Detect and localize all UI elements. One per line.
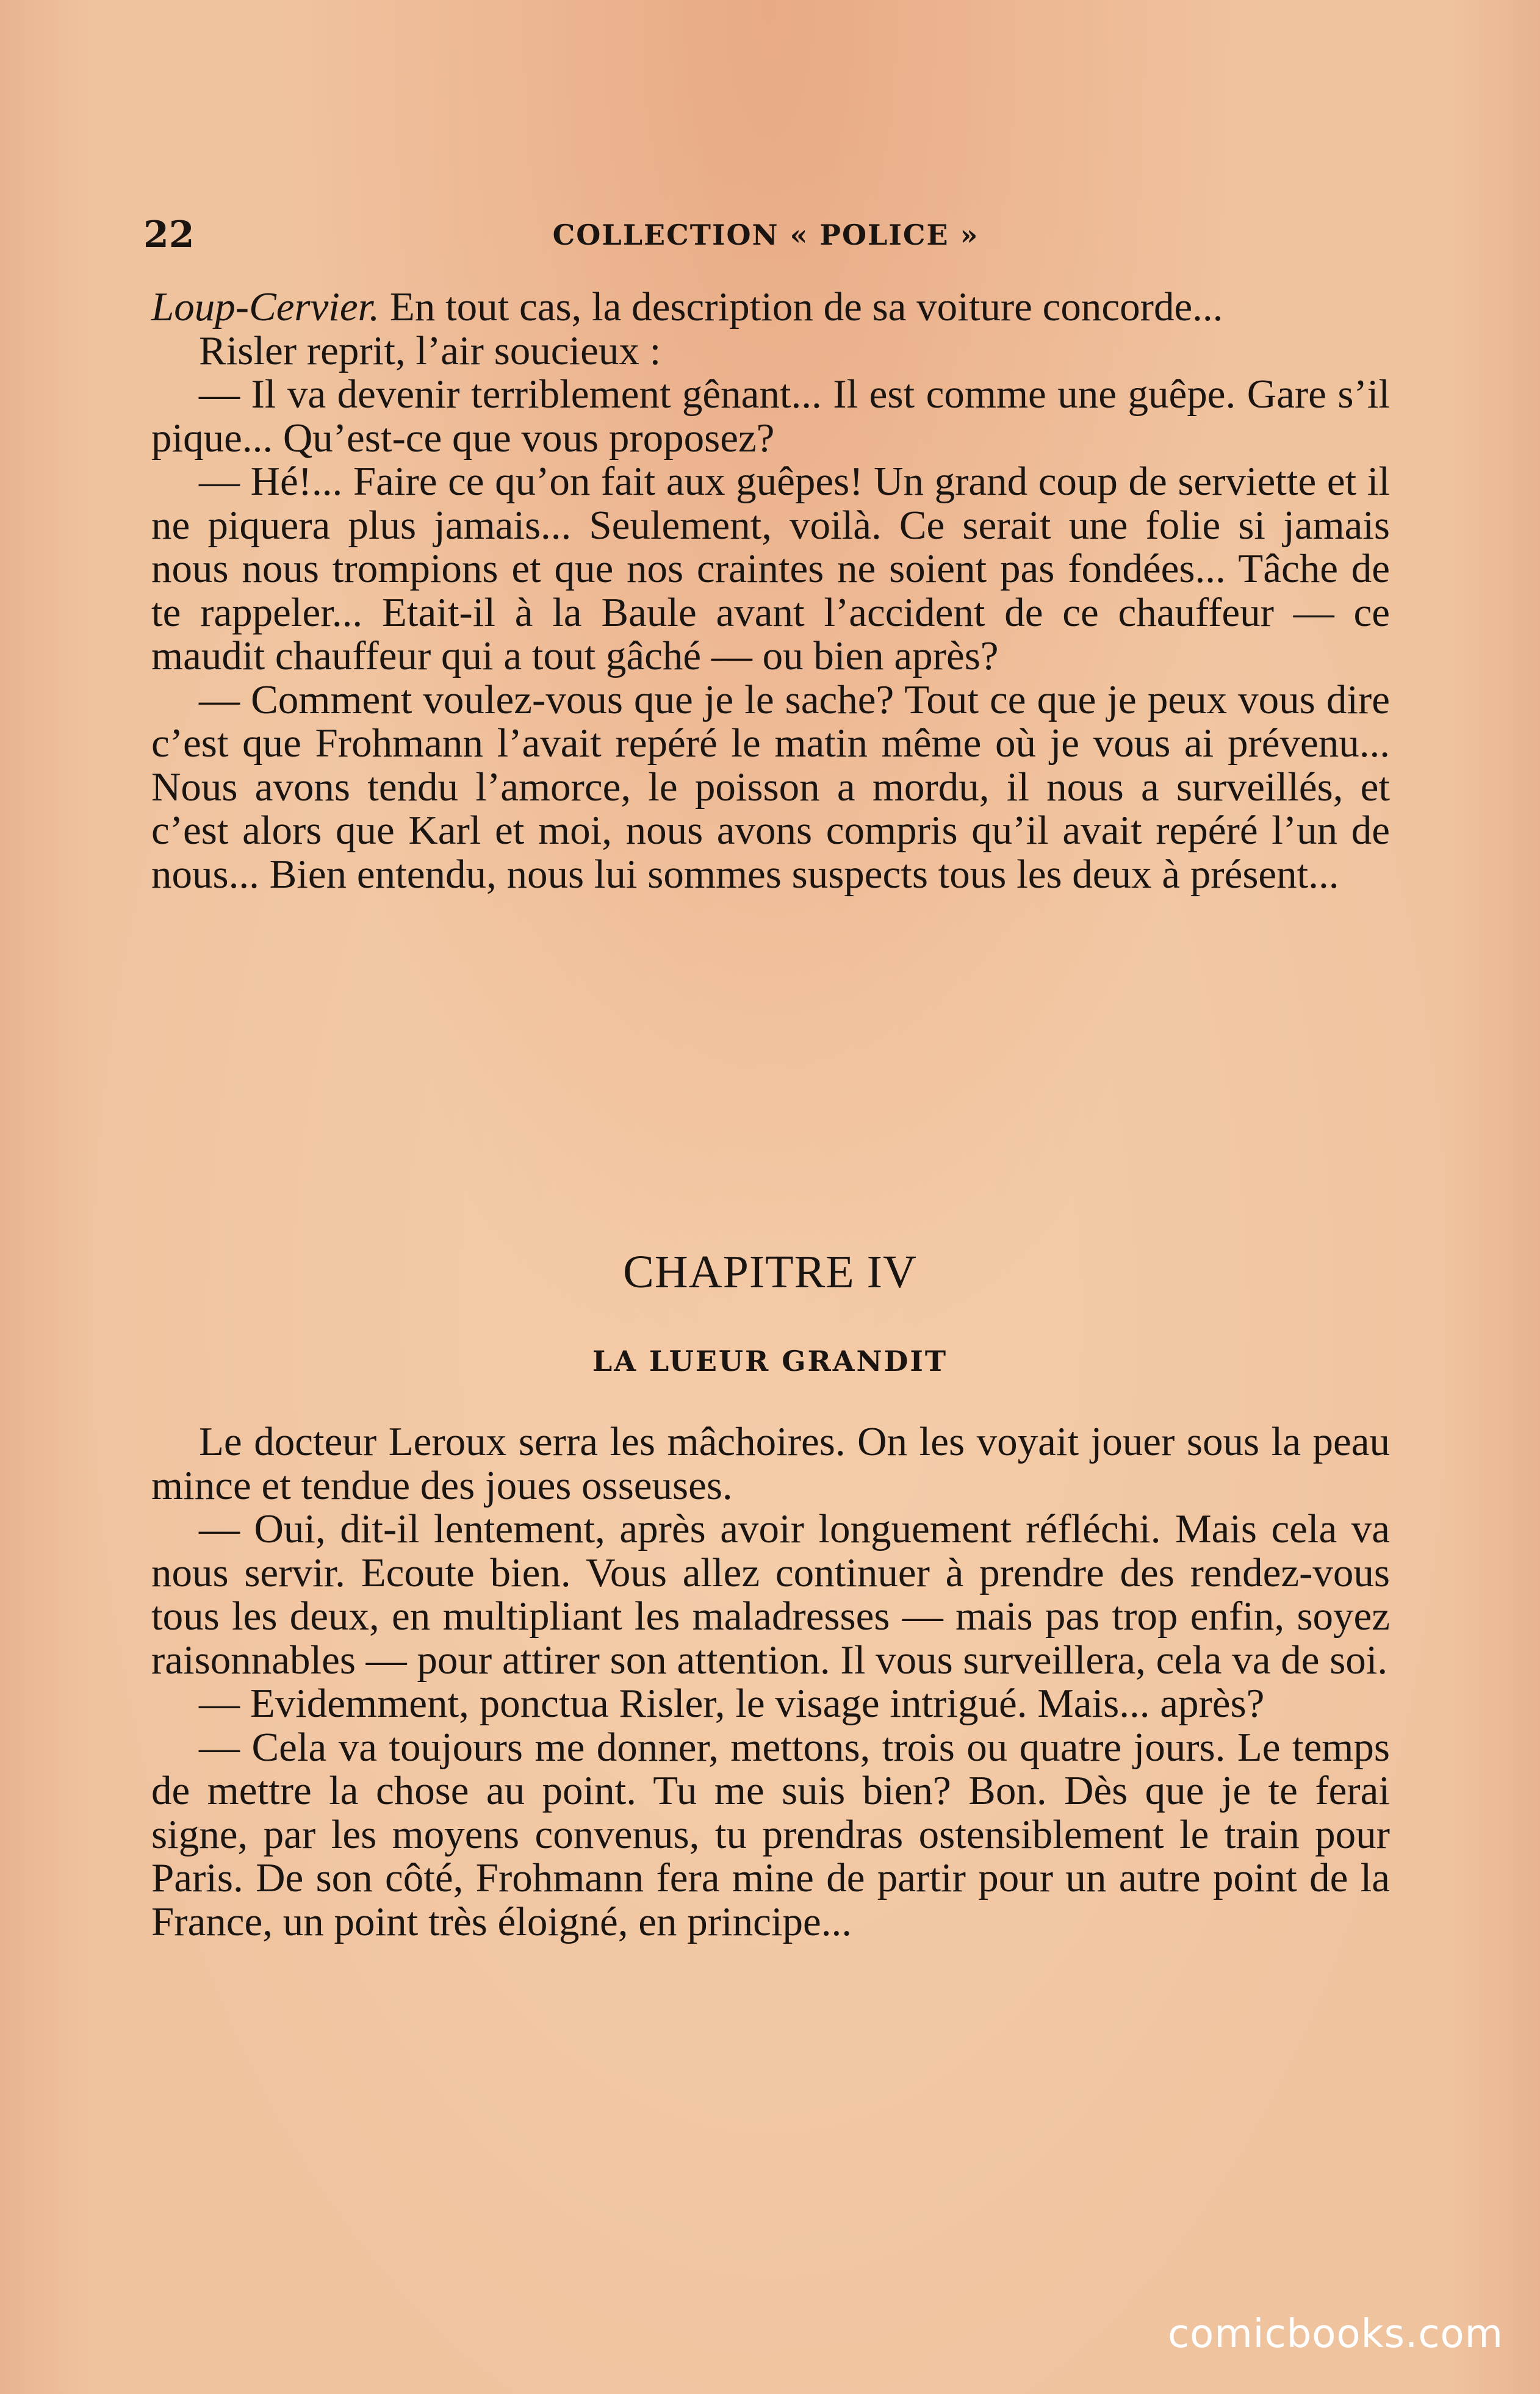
paragraph [151, 286, 1390, 329]
paragraph: — Evidemment, ponctua Risler, le visage intrigué. Mais... après? [199, 1681, 1265, 1726]
running-title: COLLECTION « POLICE » [552, 218, 979, 251]
chapter-subtitle: LA LUEUR GRANDIT [592, 1345, 948, 1378]
paragraph: — Oui, dit-il lentement, après avoir longuement réfléchi. Mais cela va nous servir. Ecoute bien. Vous allez continuer à prendre des rendez-vous tous les deux, en multipliant les maladresses — mais pas trop enfin, soyez raisonnables — pour attirer son attention. Il vous surveillera, cela va de soi. [151, 1506, 1390, 1683]
paragraph: Le docteur Leroux serra les mâchoires. On les voyait jouer sous la peau mince et tendue des joues osseuses. [151, 1419, 1390, 1508]
watermark: comicbooks.com [1167, 2312, 1503, 2357]
text-block-top [151, 286, 1390, 896]
paragraph-text: En tout cas, la description de sa voiture concorde... [380, 284, 1223, 329]
text-block-bottom [151, 1420, 1390, 1944]
italic-name: Loup-Cervier. [151, 284, 380, 329]
page-number: 22 [143, 214, 195, 256]
chapter-title: CHAPITRE IV [623, 1246, 917, 1298]
paragraph: — Il va devenir terriblement gênant... Il est comme une guêpe. Gare s’il pique... Qu’est-ce que vous proposez? [151, 372, 1390, 461]
paragraph: — Comment voulez-vous que je le sache? Tout ce que je peux vous dire c’est que Frohmann l’avait repéré le matin même où je vous ai prévenu... Nous avons tendu l’amorce, le poisson a mordu, il nous a surveillés, et c’est alors que Karl et moi, nous avons compris qu’il avait repéré l’un de nous... Bien entendu, nous lui sommes suspects tous les deux à présent... [151, 677, 1390, 897]
paragraph: — Cela va toujours me donner, mettons, trois ou quatre jours. Le temps de mettre la chose au point. Tu me suis bien? Bon. Dès que je te ferai signe, par les moyens convenus, tu prendras ostensiblement le train pour Paris. De son côté, Frohmann fera mine de partir pour un autre point de la France, un point très éloigné, en principe... [151, 1724, 1390, 1944]
paragraph: Risler reprit, l’air soucieux : [199, 328, 661, 373]
paragraph: — Hé!... Faire ce qu’on fait aux guêpes! Un grand coup de serviette et il ne piquera plus jamais... Seulement, voilà. Ce serait une folie si jamais nous nous trompions et que nos craintes ne soient pas fondées... Tâche de te rappeler... Etait-il à la Baule avant l’accident de ce chauffeur — ce maudit chauffeur qui a tout gâché — ou bien après? [151, 459, 1390, 678]
page-header [143, 210, 1388, 259]
